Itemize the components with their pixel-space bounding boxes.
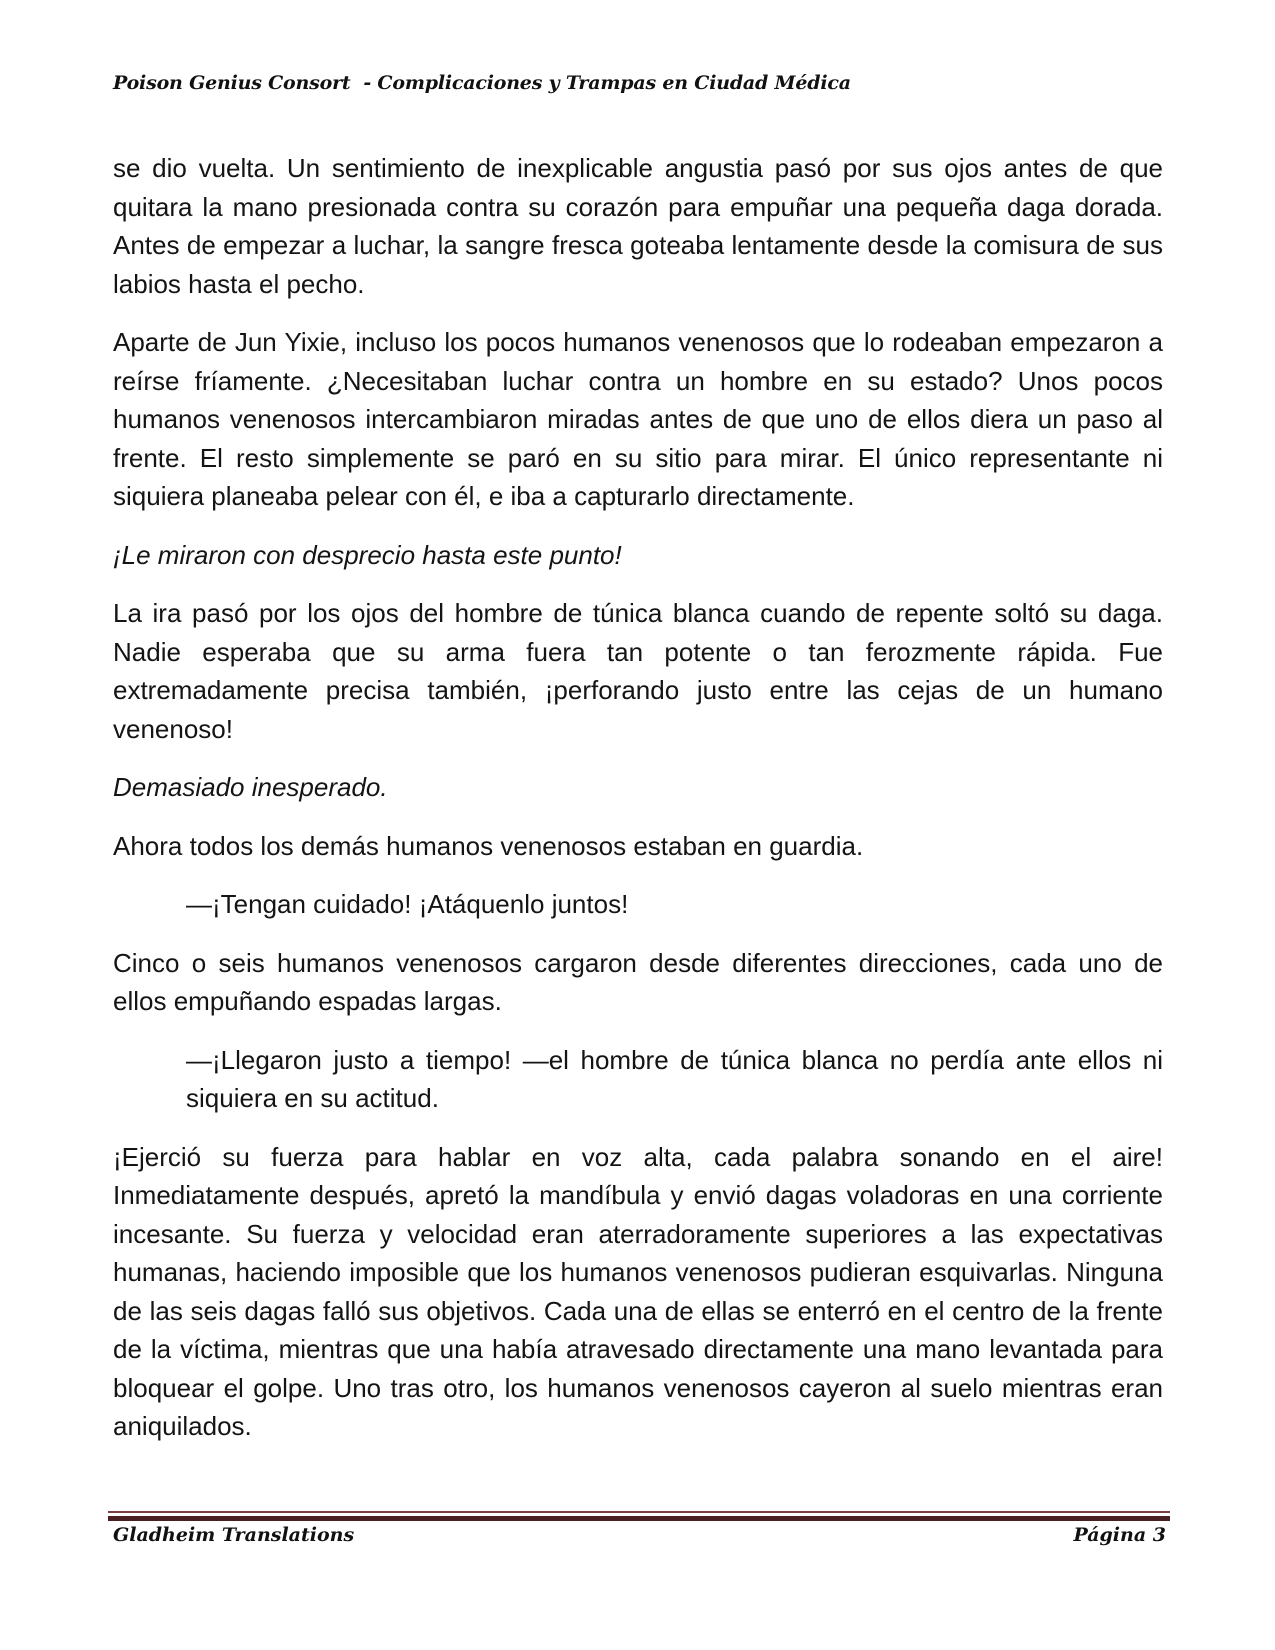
paragraph-8: Cinco o seis humanos venenosos cargaron desde diferentes direcciones, cada uno de ellos empuñando espadas largas.: [113, 947, 1163, 1016]
footer-divider-thick: [108, 1516, 1170, 1521]
paragraph-3-italic: ¡Le miraron con desprecio hasta este punto!: [113, 539, 622, 570]
dialogue-1: —¡Tengan cuidado! ¡Atáquenlo juntos!: [186, 889, 629, 919]
page-header-title: Poison Genius Consort - Complicaciones y Trampas en Ciudad Médica: [113, 72, 851, 94]
footer-divider-thin: [108, 1511, 1170, 1513]
paragraph-6: Ahora todos los demás humanos venenosos estaban en guardia.: [113, 830, 864, 861]
document-body: [113, 149, 1163, 1466]
dialogue-2: —¡Llegaron justo a tiempo! —el hombre de túnica blanca no perdía ante ellos ni siquiera en su actitud.: [186, 1044, 1163, 1113]
paragraph-5-italic: Demasiado inesperado.: [113, 772, 388, 802]
paragraph-1: se dio vuelta. Un sentimiento de inexplicable angustia pasó por sus ojos antes de que quitara la mano presionada contra su corazón para empuñar una pequeña daga dorada. Antes de empezar a luchar, la sangre fresca goteaba lentamente desde la comisura de sus labios hasta el pecho.: [113, 153, 1163, 299]
paragraph-10: ¡Ejerció su fuerza para hablar en voz alta, cada palabra sonando en el aire! Inmediatamente después, apretó la mandíbula y envió dagas voladoras en una corriente incesante. Su fuerza y velocidad eran aterradoramente superiores a las expectativas humanas, haciendo imposible que los humanos venenosos pudieran esquivarlas. Ninguna de las seis dagas falló sus objetivos. Cada una de ellas se enterró en el centro de la frente de la víctima, mientras que una había atravesado directamente una mano levantada para bloquear el golpe. Uno tras otro, los humanos venenosos cayeron al suelo mientras eran aniquilados.: [113, 1141, 1163, 1441]
paragraph-4: La ira pasó por los ojos del hombre de túnica blanca cuando de repente soltó su daga. Nadie esperaba que su arma fuera tan potente o tan ferozmente rápida. Fue extremadamente precisa también, ¡perforando justo entre las cejas de un humano venenoso!: [113, 598, 1163, 744]
footer-page-number: Página 3: [1073, 1524, 1166, 1546]
paragraph-2: Aparte de Jun Yixie, incluso los pocos humanos venenosos que lo rodeaban empezaron a reírse fríamente. ¿Necesitaban luchar contra un hombre en su estado? Unos pocos humanos venenosos intercambiaron miradas antes de que uno de ellos diera un paso al frente. El resto simplemente se paró en su sitio para mirar. El único representante ni siquiera planeaba pelear con él, e iba a capturarlo directamente.: [113, 327, 1163, 511]
footer-translator-name: Gladheim Translations: [113, 1524, 355, 1546]
